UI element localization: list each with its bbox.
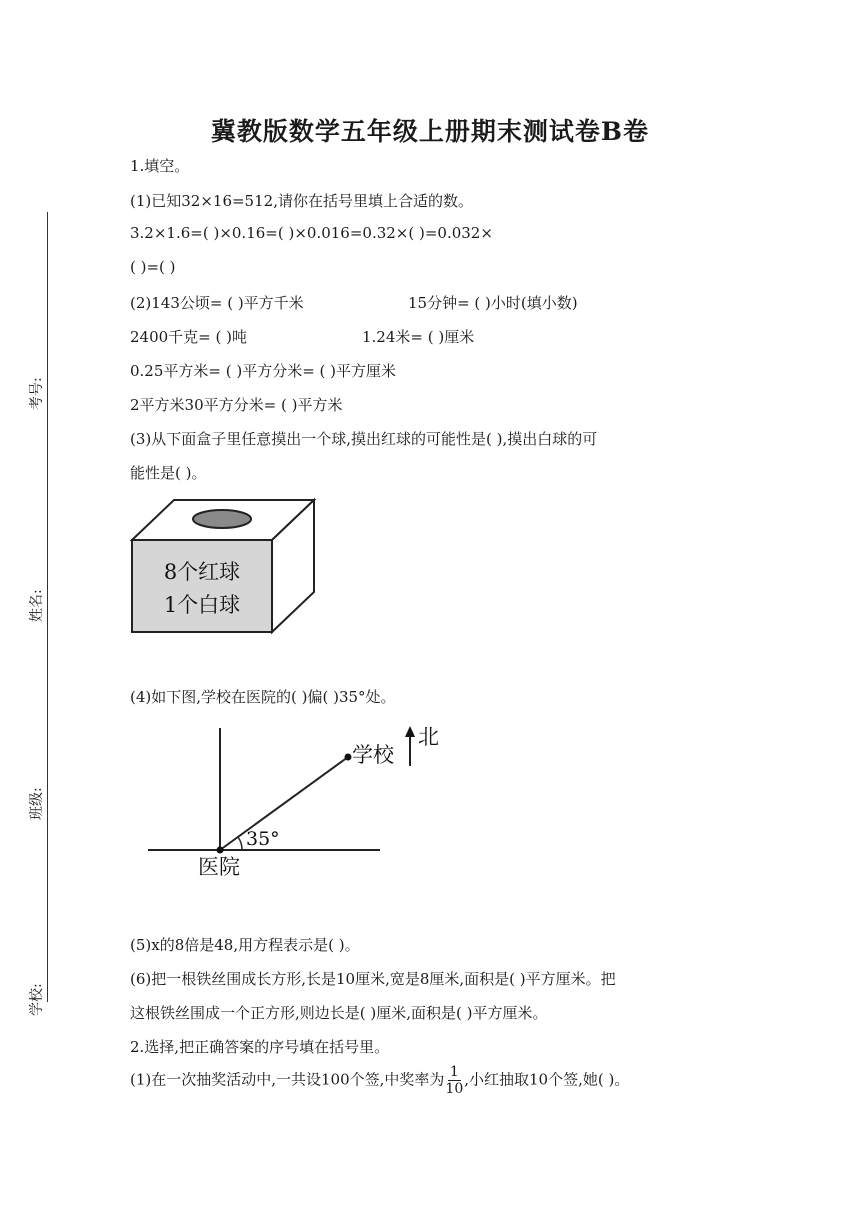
q1-p1-line1: 3.2×1.6=( )×0.16=( )×0.016=0.32×( )=0.032×	[130, 224, 493, 242]
q2-p1-before: (1)在一次抽奖活动中,一共设100个签,中奖率为	[130, 1070, 445, 1089]
q1-p4: (4)如下图,学校在医院的( )偏( )35°处。	[130, 688, 396, 706]
q2-p1	[130, 1064, 629, 1097]
box-text-white: 1个白球	[163, 593, 241, 617]
hospital-point	[217, 847, 224, 854]
box-hole	[193, 510, 251, 528]
q1-p6-line2: 这根铁丝围成一个正方形,则边长是( )厘米,面积是( )平方厘米。	[130, 1004, 548, 1022]
exam-number-label: 考号:	[29, 377, 45, 410]
q1-p1-intro: (1)已知32×16=512,请你在括号里填上合适的数。	[130, 192, 473, 210]
q2-p1-after: ,小红抽取10个签,她( )。	[464, 1070, 630, 1089]
north-label: 北	[418, 725, 439, 749]
q1-p6-line1: (6)把一根铁丝围成长方形,长是10厘米,宽是8厘米,面积是( )平方厘米。把	[130, 970, 616, 988]
binding-line	[47, 212, 48, 1002]
q1-p2-mixed-area: 2平方米30平方分米= ( )平方米	[130, 396, 343, 414]
q1-p3-line1: (3)从下面盒子里任意摸出一个球,摸出红球的可能性是( ),摸出白球的可	[130, 430, 598, 448]
q1-p2-square-meter: 0.25平方米= ( )平方分米= ( )平方厘米	[130, 362, 397, 380]
school-point	[345, 754, 352, 761]
q1-p2-minutes: 15分钟= ( )小时(填小数)	[408, 294, 578, 312]
class-label: 班级:	[29, 787, 45, 820]
q1-p3-line2: 能性是( )。	[130, 464, 207, 482]
page-title: 冀教版数学五年级上册期末测试卷B卷	[210, 117, 650, 146]
box-text-red: 8个红球	[163, 560, 241, 584]
q1-heading: 1.填空。	[130, 157, 190, 175]
school-label: 学校	[352, 743, 394, 767]
hospital-label: 医院	[198, 855, 240, 879]
ball-box-figure	[128, 496, 318, 636]
q1-p2-hectare: (2)143公顷= ( )平方千米	[130, 294, 304, 312]
box-front-face	[132, 540, 272, 632]
q2-heading: 2.选择,把正确答案的序号填在括号里。	[130, 1038, 390, 1056]
fraction-denominator: 10	[445, 1081, 464, 1097]
angle-arc	[238, 837, 242, 850]
direction-map-figure	[140, 720, 450, 885]
angle-label: 35°	[246, 828, 280, 850]
north-arrow-icon	[405, 726, 415, 737]
school-direction-line	[220, 757, 348, 850]
fraction-numerator: 1	[449, 1064, 459, 1080]
q1-p2-meter: 1.24米= ( )厘米	[362, 328, 475, 346]
prize-rate-fraction	[445, 1064, 463, 1097]
q1-p1-line2: ( )=( )	[130, 258, 176, 276]
school-label: 学校:	[29, 983, 45, 1016]
q1-p2-kilogram: 2400千克= ( )吨	[130, 328, 247, 346]
q1-p5: (5)x的8倍是48,用方程表示是( )。	[130, 936, 360, 954]
name-label: 姓名:	[29, 589, 45, 622]
